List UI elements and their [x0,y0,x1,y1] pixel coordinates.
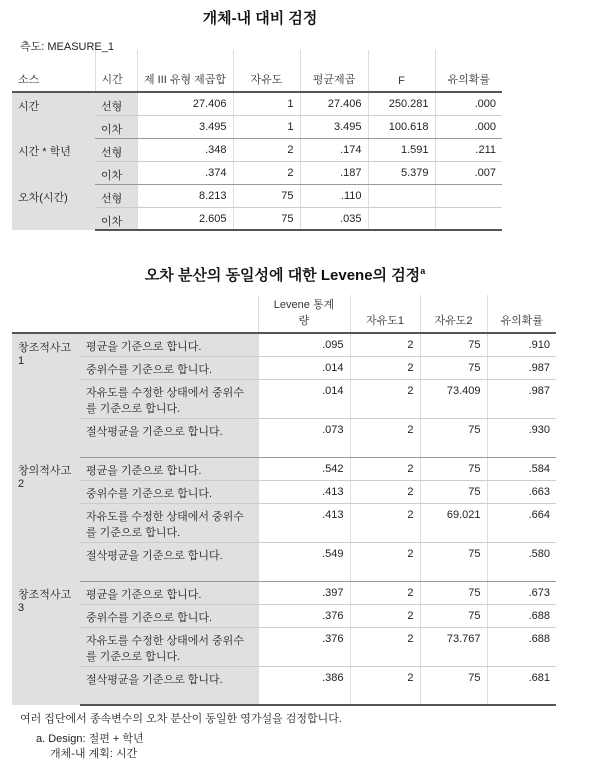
basis-cell: 자유도를 수정한 상태에서 중위수를 기준으로 합니다. [80,379,258,418]
table-row [12,581,556,604]
value-cell: 2 [350,480,420,503]
basis-cell: 중위수를 기준으로 합니다. [80,356,258,379]
value-cell: .663 [487,480,556,503]
basis-cell: 평균을 기준으로 합니다. [80,581,258,604]
column-header: F [368,50,435,92]
basis-cell: 중위수를 기준으로 합니다. [80,604,258,627]
blank-header [80,295,258,333]
value-cell: 2 [350,418,420,457]
value-cell: 2 [233,161,300,184]
time-cell: 이차 [95,161,137,184]
value-cell: .673 [487,581,556,604]
footnote-marker: a [420,266,426,276]
column-header: 소스 [12,50,95,92]
basis-cell: 자유도를 수정한 상태에서 중위수를 기준으로 합니다. [80,627,258,666]
measure-label: 측도: MEASURE_1 [20,41,114,53]
value-cell: 2 [350,457,420,480]
table-row [12,604,556,627]
value-cell: .000 [435,92,502,115]
table-row [12,627,556,666]
table-row [12,138,502,161]
table-row [12,184,502,207]
value-cell: 75 [420,666,487,705]
column-header: 자유도 [233,50,300,92]
footnote-b: 개체-내 계획: 시간 [50,748,138,760]
value-cell: 1 [233,115,300,138]
column-header: 자유도1 [350,295,420,333]
basis-cell: 중위수를 기준으로 합니다. [80,480,258,503]
value-cell: 100.618 [368,115,435,138]
value-cell: 2 [233,138,300,161]
value-cell: .584 [487,457,556,480]
table-row [12,333,556,356]
time-cell: 이차 [95,207,137,230]
value-cell: 1 [233,92,300,115]
column-header: 유의확률 [435,50,502,92]
value-cell: .007 [435,161,502,184]
value-cell: 2 [350,542,420,581]
value-cell: 3.495 [137,115,233,138]
value-cell: 75 [420,457,487,480]
time-cell: 선형 [95,184,137,207]
value-cell: 75 [420,333,487,356]
table1-title: 개체-내 대비 검정 [202,10,318,27]
value-cell: .688 [487,627,556,666]
value-cell: 27.406 [137,92,233,115]
value-cell: 2 [350,604,420,627]
value-cell: .035 [300,207,368,230]
value-cell: 75 [420,581,487,604]
column-header: 유의확률 [487,295,556,333]
value-cell: 3.495 [300,115,368,138]
value-cell: 75 [233,184,300,207]
value-cell [435,184,502,207]
within-subjects-contrasts-table [12,50,502,231]
value-cell: 75 [420,480,487,503]
value-cell: 8.213 [137,184,233,207]
table-row [12,379,556,418]
value-cell: .664 [487,503,556,542]
basis-cell: 평균을 기준으로 합니다. [80,457,258,480]
value-cell: .413 [258,480,350,503]
source-cell: 시간 * 학년 [12,138,95,184]
table-row [12,542,556,581]
time-cell: 선형 [95,138,137,161]
value-cell: .014 [258,379,350,418]
value-cell: 250.281 [368,92,435,115]
value-cell: 75 [420,604,487,627]
variable-cell: 창조적사고1 [12,333,80,457]
value-cell: .413 [258,503,350,542]
table-row [12,480,556,503]
basis-cell: 자유도를 수정한 상태에서 중위수를 기준으로 합니다. [80,503,258,542]
column-header: 평균제곱 [300,50,368,92]
basis-cell: 절삭평균을 기준으로 합니다. [80,666,258,705]
source-cell: 오차(시간) [12,184,95,230]
table-row [12,666,556,705]
value-cell: 2 [350,356,420,379]
value-cell: .014 [258,356,350,379]
table-row [12,418,556,457]
column-header: 자유도2 [420,295,487,333]
time-cell: 이차 [95,115,137,138]
blank-header [12,295,80,333]
value-cell: 75 [420,542,487,581]
value-cell: 2 [350,581,420,604]
value-cell: 75 [420,356,487,379]
value-cell: .073 [258,418,350,457]
value-cell: .095 [258,333,350,356]
value-cell: .987 [487,356,556,379]
value-cell: .542 [258,457,350,480]
value-cell: 1.591 [368,138,435,161]
value-cell [435,207,502,230]
value-cell: .987 [487,379,556,418]
variable-cell: 창조적사고3 [12,581,80,705]
basis-cell: 평균을 기준으로 합니다. [80,333,258,356]
value-cell: 69.021 [420,503,487,542]
value-cell: 73.409 [420,379,487,418]
value-cell: .681 [487,666,556,705]
value-cell: .374 [137,161,233,184]
value-cell: .174 [300,138,368,161]
value-cell: 27.406 [300,92,368,115]
levene-note: 여러 집단에서 종속변수의 오차 분산이 동일한 영가설을 검정합니다. [20,713,342,725]
value-cell: .688 [487,604,556,627]
value-cell: .211 [435,138,502,161]
value-cell: 2.605 [137,207,233,230]
value-cell: 75 [420,418,487,457]
table-row [12,503,556,542]
value-cell: 2 [350,379,420,418]
table2-title-text: 오차 분산의 동일성에 대한 Levene의 검정 [144,267,421,284]
time-cell: 선형 [95,92,137,115]
value-cell [368,207,435,230]
value-cell: .386 [258,666,350,705]
value-cell: .397 [258,581,350,604]
table-row [12,92,502,115]
value-cell: .000 [435,115,502,138]
basis-cell: 절삭평균을 기준으로 합니다. [80,542,258,581]
value-cell: .376 [258,627,350,666]
column-header: 제 III 유형 제곱합 [137,50,233,92]
value-cell: .376 [258,604,350,627]
levene-test-table [12,295,556,706]
value-cell: 2 [350,333,420,356]
source-cell: 시간 [12,92,95,138]
value-cell: 2 [350,503,420,542]
value-cell: 75 [233,207,300,230]
table-row [12,457,556,480]
column-header: Levene 통계량 [258,295,350,333]
value-cell: 5.379 [368,161,435,184]
column-header: 시간 [95,50,137,92]
footnote-a: a. Design: 절편 + 학년 [36,733,144,745]
value-cell: .110 [300,184,368,207]
value-cell: .187 [300,161,368,184]
basis-cell: 절삭평균을 기준으로 합니다. [80,418,258,457]
value-cell [368,184,435,207]
value-cell: .930 [487,418,556,457]
table2-title [0,264,570,285]
table-row [12,356,556,379]
value-cell: .580 [487,542,556,581]
value-cell: 2 [350,666,420,705]
variable-cell: 창의적사고2 [12,457,80,581]
value-cell: .348 [137,138,233,161]
value-cell: 2 [350,627,420,666]
value-cell: .910 [487,333,556,356]
value-cell: .549 [258,542,350,581]
value-cell: 73.767 [420,627,487,666]
